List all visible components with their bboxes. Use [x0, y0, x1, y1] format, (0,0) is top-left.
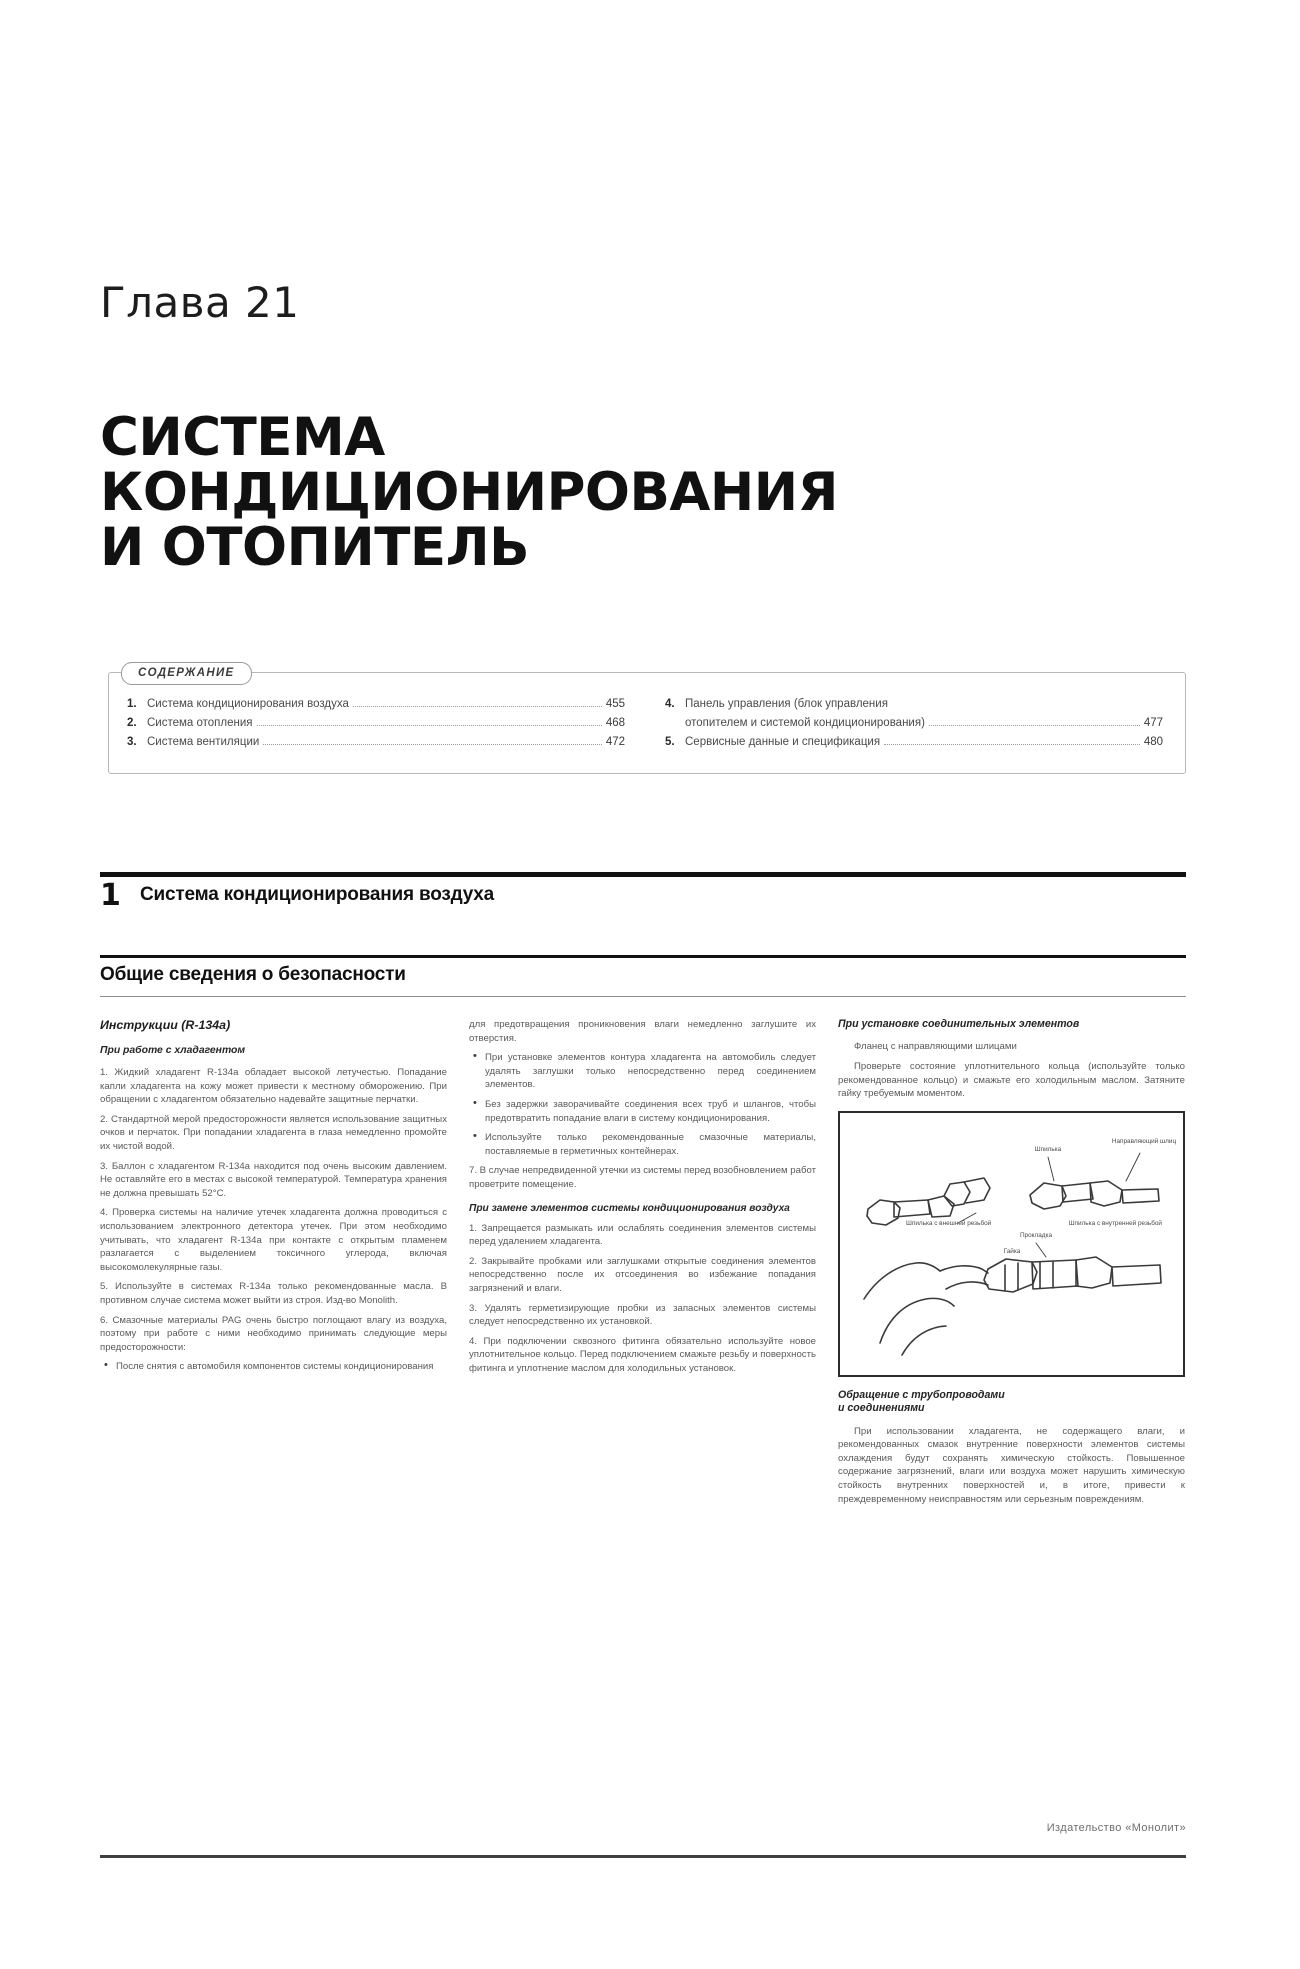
toc-label: Система вентиляции: [147, 736, 260, 748]
footer-rule: [100, 1855, 1186, 1858]
figure-labels: [906, 1137, 1176, 1255]
body-column-2: [469, 1018, 816, 1808]
paragraph: 7. В случае непредвиденной утечки из системы перед возобновлением работ проветрите помещение.: [469, 1165, 816, 1190]
toc-leader: [263, 737, 602, 745]
paragraph: для предотвращения проникновения влаги немедленно заглушите их отверстия.: [469, 1019, 816, 1044]
subsection-rule-bottom: [100, 996, 1186, 997]
chapter-title-line-1: СИСТЕМА: [100, 407, 385, 468]
toc-leader: [257, 718, 602, 726]
paragraph: 3. Баллон с хладагентом R-134a находится под очень высоким давлением. Не оставляйте его в местах с высокой температурой. Температура хранения не должна превышать 52°C.: [100, 1160, 447, 1199]
subsection-rule-top: [100, 955, 1186, 958]
toc-page-number: 472: [605, 736, 625, 748]
paragraph: 1. Запрещается размыкать или ослаблять соединения элементов системы перед удалением хладагента.: [469, 1222, 816, 1248]
toc-number: 1.: [127, 698, 137, 710]
chapter-title-line-2: КОНДИЦИОНИРОВАНИЯ: [100, 462, 838, 523]
toc-leader: [353, 699, 602, 707]
paragraph: Проверьте состояние уплотнительного кольца (используйте только рекомендованное кольцо) и смажьте его холодильным маслом. Затяните гайку требуемым моментом.: [838, 1061, 1185, 1100]
toc-label: Панель управления (блок управления: [685, 698, 888, 710]
body-column-1: [100, 1018, 447, 1808]
contents-column-left: [109, 695, 647, 752]
paragraph: Фланец с направляющими шлицами: [854, 1041, 1017, 1053]
bullet-item: • Используйте только рекомендованные смазочные материалы, поставляемые в герметичных контейнерах.: [469, 1131, 816, 1158]
contents-badge: СОДЕРЖАНИЕ: [121, 662, 252, 685]
paragraph: 2. Закрывайте пробками или заглушками открытые соединения элементов непосредственно после их отсоединения во избежание попадания загрязнений и влаги.: [469, 1255, 816, 1294]
publisher-footer: Издательство «Монолит»: [1046, 1822, 1186, 1834]
column3-heading: При установке соединительных элементов: [838, 1018, 1080, 1030]
paragraph: 2. Стандартной мерой предосторожности является использование защитных очков и перчаток. При попадании хладагента в глаза немедленно промойте их чистой водой.: [100, 1113, 447, 1152]
bullet-item: • После снятия с автомобиля компонентов системы кондиционирования: [100, 1360, 447, 1374]
toc-page-number: 468: [605, 717, 625, 729]
figure-label: Направляющий шлиц: [1111, 1137, 1177, 1145]
page-title: [100, 407, 1000, 578]
toc-label: Сервисные данные и спецификация: [685, 736, 881, 748]
column3-heading-2: [838, 1389, 1185, 1416]
column1-subheading: При работе с хладагентом: [100, 1045, 246, 1056]
paragraph: 5. Используйте в системах R-134a только рекомендованные масла. В противном случае система может выйти из строя. Изд-во Monolith.: [100, 1281, 447, 1306]
toc-label: Система отопления: [147, 717, 253, 729]
bullet-item: • Без задержки заворачивайте соединения всех труб и шлангов, чтобы предотвратить попадание влаги в систему кондиционирования.: [469, 1098, 816, 1125]
paragraph: 6. Смазочные материалы PAG очень быстро поглощают влагу из воздуха, поэтому при работе с ними необходимо принимать следующие меры предосторожности:: [100, 1314, 447, 1353]
toc-page-number: 480: [1143, 736, 1163, 748]
toc-label: Система кондиционирования воздуха: [147, 698, 349, 710]
paragraph: 3. Удалять герметизирующие пробки из запасных элементов системы следует непосредственно их установкой.: [469, 1302, 816, 1328]
column3-heading2-line2: и соединениями: [838, 1402, 925, 1415]
paragraph: 1. Жидкий хладагент R-134a обладает высокой летучестью. Попадание капли хладагента на кожу может привести к местному обморожению. При обращении с хладагентом обязательно надевайте защитные перчатки.: [100, 1067, 447, 1106]
contents-column-right: [647, 695, 1185, 752]
section-number: 1: [100, 878, 121, 913]
paragraph: 4. При подключении сквозного фитинга обязательно используйте новое уплотнительное кольцо. Перед подключением смажьте резьбу и поверхность фитинга и уплотнение маслом для холодильных установок.: [469, 1335, 816, 1374]
figure-label: Гайка: [1003, 1247, 1021, 1255]
toc-page-number: 477: [1143, 717, 1163, 729]
toc-page-number: 455: [605, 698, 625, 710]
toc-entry[interactable]: [127, 733, 625, 752]
bullet-item: • При установке элементов контура хладагента на автомобиль следует удалять заглушки только непосредственно перед соединением элементов.: [469, 1051, 816, 1092]
toc-entry[interactable]: [665, 733, 1163, 752]
toc-entry-continuation[interactable]: [665, 714, 1163, 733]
toc-entry[interactable]: [127, 714, 625, 733]
section-rule: [100, 872, 1186, 877]
contents-columns: [109, 695, 1185, 752]
figure-label: Прокладка: [1019, 1231, 1053, 1239]
section-title: Система кондиционирования воздуха: [140, 884, 495, 905]
toc-entry[interactable]: [127, 695, 625, 714]
column3-heading2-line1: Обращение с трубопроводами: [838, 1388, 1005, 1401]
paragraph: При использовании хладагента, не содержащего влаги, и рекомендованных смазок внутренние поверхности элементов системы охлаждения будут сохранять химическую стойкость. Повышенное содержание загрязнений, влаги или воздуха может нарушить химическую стойкость внутренних поверхностей и, в итоге, привести к преждевременному неисправностям или серьезным повреждениям.: [838, 1425, 1185, 1505]
toc-leader: [884, 737, 1140, 745]
figure-label: Шпилька: [1034, 1145, 1062, 1153]
fitting-diagram-svg: [840, 1113, 1183, 1371]
toc-number: 4.: [665, 698, 675, 710]
toc-label: отопителем и системой кондиционирования): [685, 717, 925, 729]
chapter-title-line-3: И ОТОПИТЕЛЬ: [100, 517, 530, 578]
figure-label: Шпилька с внутренней резьбой: [1068, 1219, 1162, 1227]
table-of-contents: [108, 667, 1186, 774]
chapter-label: Глава 21: [100, 278, 300, 327]
fitting-assembly-figure: [838, 1111, 1185, 1377]
body-column-3: [838, 1018, 1185, 1808]
toc-leader: [929, 718, 1140, 726]
column1-heading: Инструкции (R-134a): [100, 1018, 231, 1032]
subsection-title: Общие сведения о безопасности: [100, 964, 406, 985]
toc-number: 5.: [665, 736, 675, 748]
toc-number: 2.: [127, 717, 137, 729]
paragraph: 4. Проверка системы на наличие утечек хладагента должна проводиться с использованием электронного детектора утечек. При этом необходимо учитывать, что хладагент R-134a при контакте с открытым пламенем разлагается с выделением токсичного углерода, включая высокомолекулярные газы.: [100, 1207, 447, 1273]
toc-number: 3.: [127, 736, 137, 748]
toc-entry[interactable]: [665, 695, 1163, 714]
figure-label: Шпилька с внешней резьбой: [906, 1219, 992, 1227]
body-columns: [100, 1018, 1186, 1808]
column2-heading: При замене элементов системы кондиционирования воздуха: [469, 1202, 790, 1214]
